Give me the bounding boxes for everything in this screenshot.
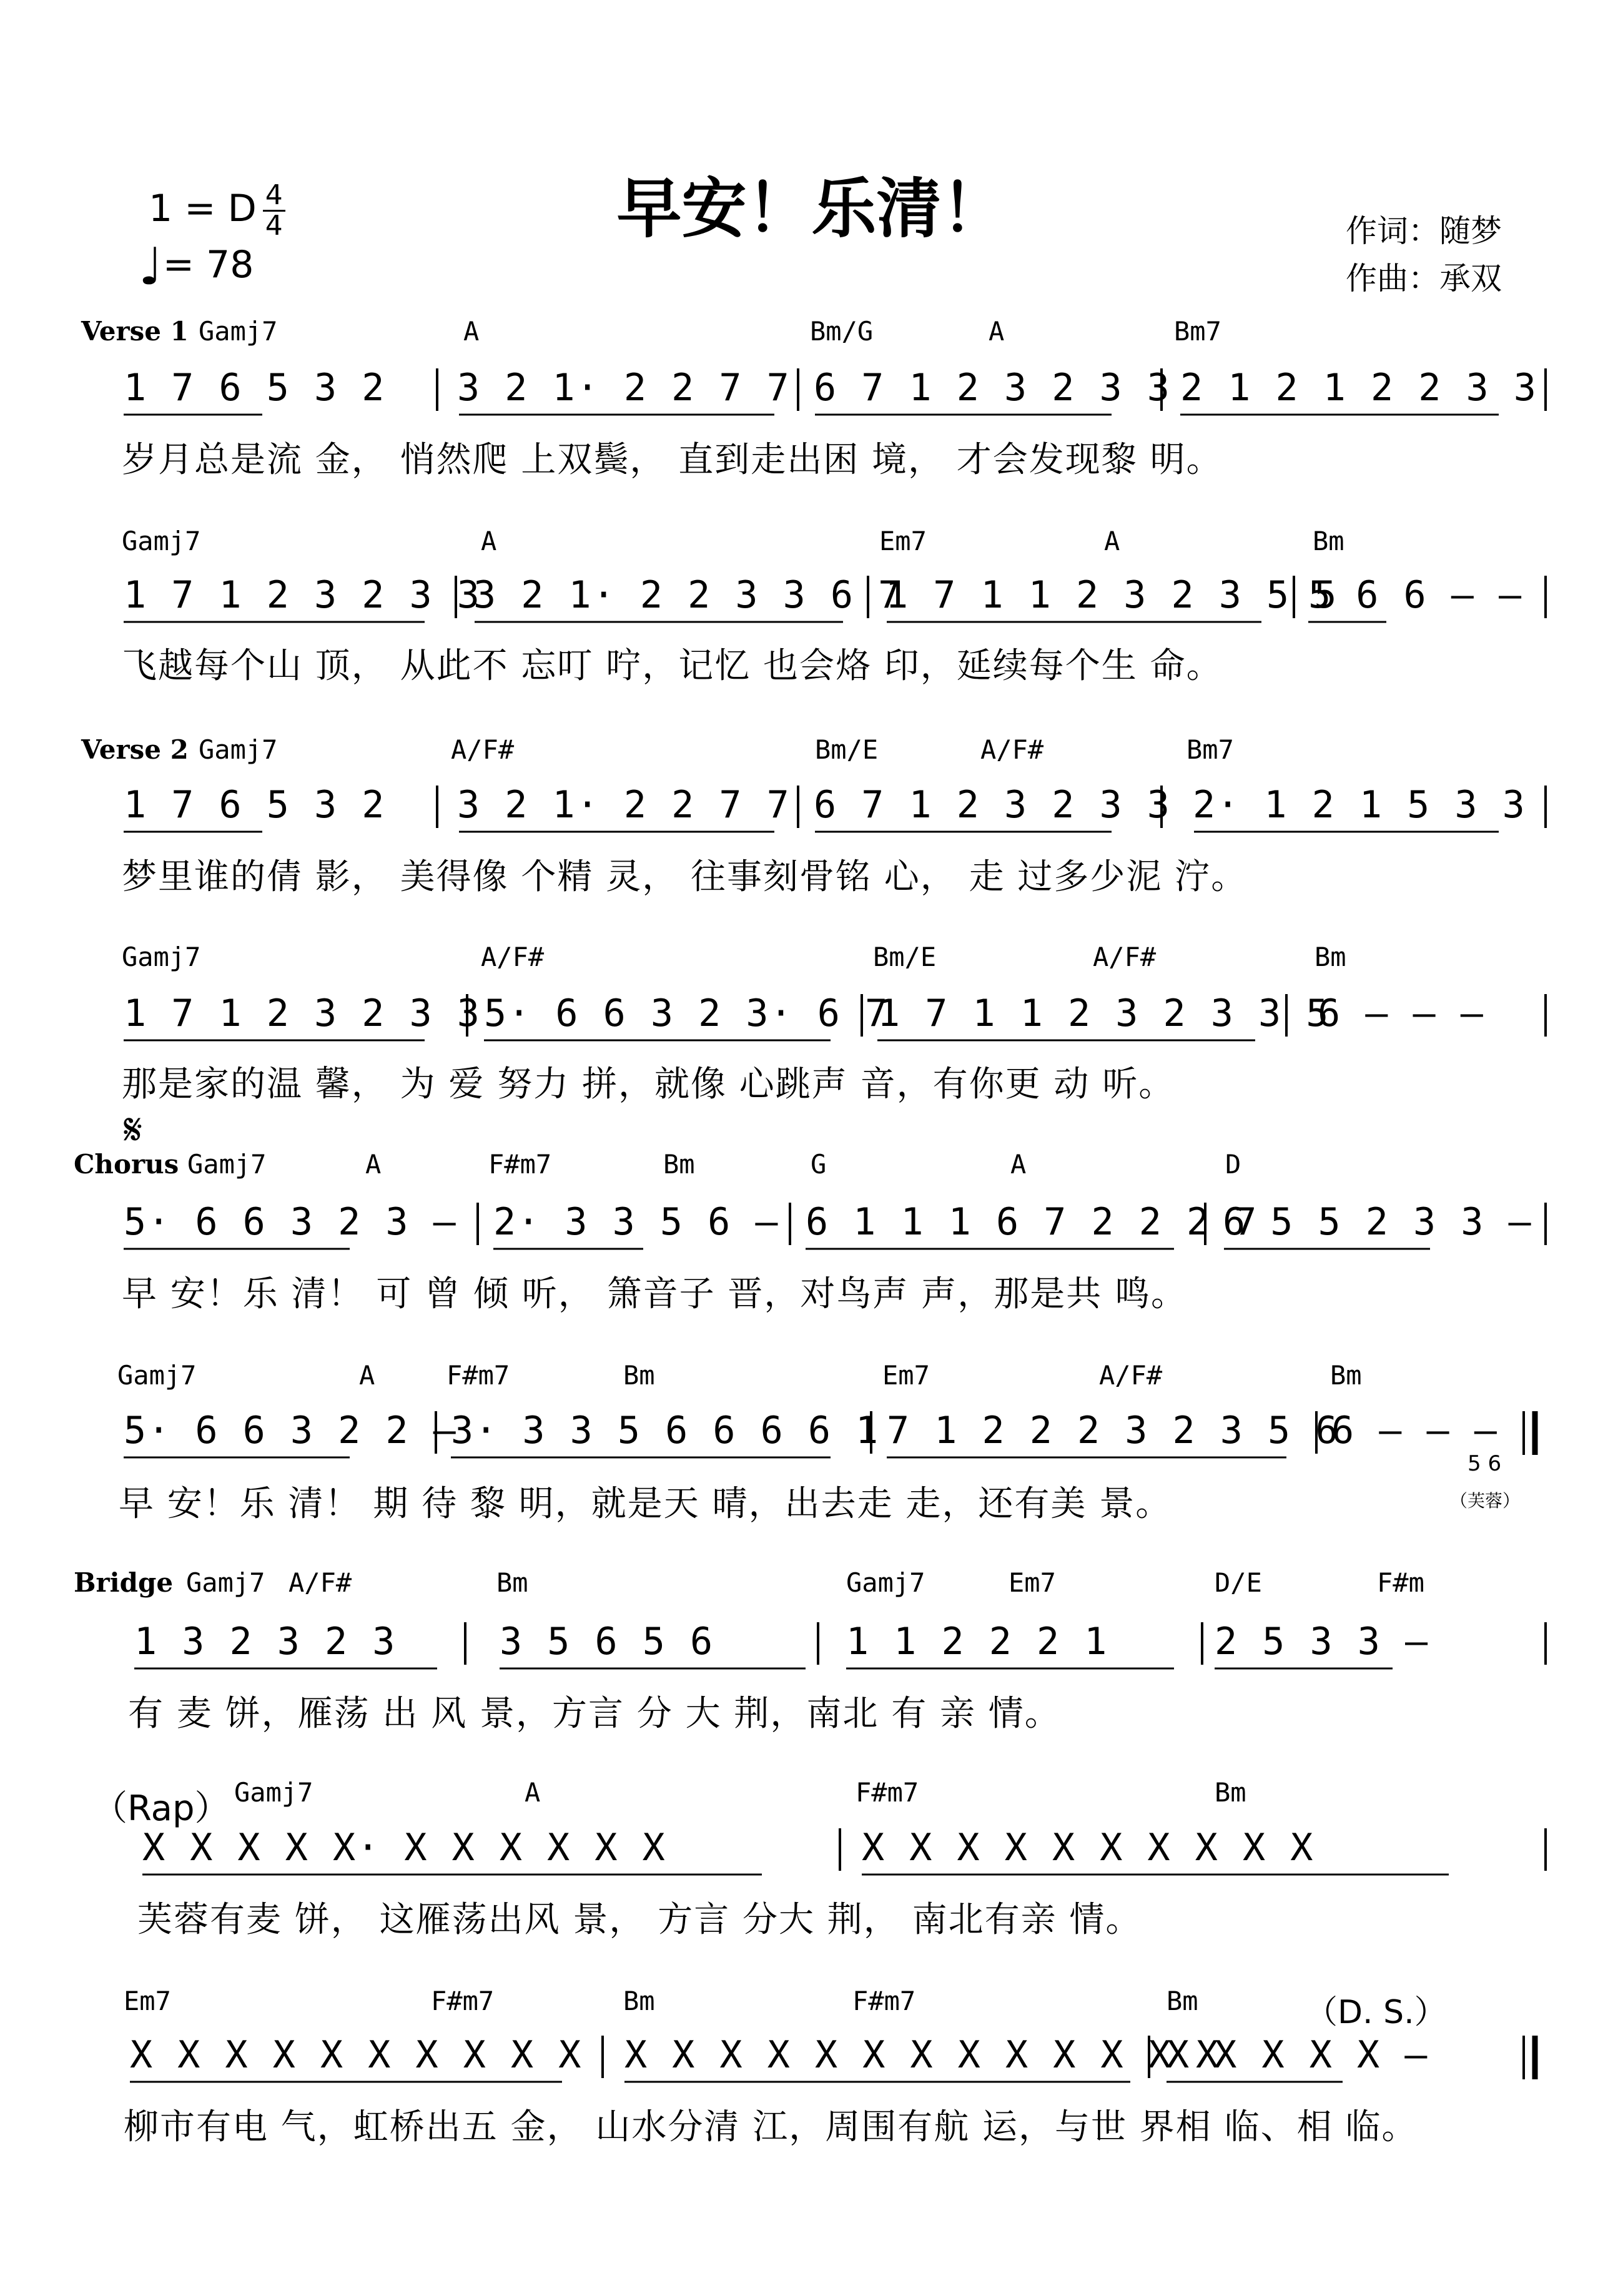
chord-symbol: Em7: [1009, 1567, 1056, 1598]
chord-symbol: A: [525, 1777, 541, 1808]
chord-symbol: F#m7: [856, 1777, 919, 1808]
chord-symbol: Em7: [882, 1360, 930, 1391]
segno-icon: 𝄋: [124, 1104, 143, 1155]
chord-symbol: Gamj7: [199, 316, 278, 347]
measure-notes: 2· 3 3 5 6 –: [493, 1200, 779, 1244]
measure-notes: 2 1 2 1 2 2 3 3: [1180, 366, 1537, 410]
measure-notes: 3 2 1· 2 2 7 7: [457, 783, 791, 827]
chord-symbol: F#m7: [488, 1149, 552, 1180]
measure-notes: 1 7 1 2 3 2 3 3: [124, 992, 481, 1035]
chord-symbol: Bm: [1315, 942, 1346, 972]
lyric-line: 早 安！乐 清！ 期 待 黎 明，就是天 晴，出去走 走，还有美 景。: [119, 1484, 1172, 1524]
lyricist-credit: 作词：随梦: [1346, 213, 1502, 249]
chord-symbol: F#m7: [852, 1986, 916, 2016]
measure-notes: 6 5 5 2 3 3 –: [1223, 1200, 1532, 1244]
measure-notes: 2 5 3 3 –: [1215, 1620, 1429, 1663]
chord-symbol: D/E: [1215, 1567, 1262, 1598]
tempo-value: = 78: [162, 243, 254, 287]
measure-notes: 3 5 6 5 6: [500, 1620, 714, 1663]
section-label-bridge: Bridge: [74, 1567, 174, 1598]
chord-symbol: Bm: [496, 1567, 528, 1598]
measure-notes: 6 7 1 2 3 2 3 3: [814, 366, 1171, 410]
chord-symbol: A: [989, 316, 1005, 347]
measure-notes: 6 – – –: [1318, 992, 1484, 1035]
measure-notes: 2· 1 2 1 5 3 3: [1193, 783, 1526, 827]
lyric-line: 早 安！乐 清！ 可 曾 倾 听， 箫音子 晋，对鸟声 声，那是共 鸣。: [122, 1274, 1188, 1314]
chord-symbol: Gamj7: [846, 1567, 925, 1598]
chord-symbol: Bm7: [1174, 316, 1221, 347]
aux-notes: 5 6: [1468, 1451, 1502, 1476]
time-numerator: 4: [265, 179, 283, 211]
section-label-verse-2: Verse 2: [81, 734, 189, 765]
chord-symbol: A: [1104, 526, 1120, 556]
measure-notes: 1 7 1 1 2 3 2 3 5 5: [885, 573, 1338, 617]
measure-notes: 1 1 2 2 2 1: [846, 1620, 1108, 1663]
measure-notes: 5· 6 6 3 2 2 –: [124, 1409, 457, 1452]
lyric-line: 柳市有电 气，虹桥出五 金， 山水分清 江，周围有航 运，与世 界相 临、相 临。: [124, 2107, 1418, 2147]
chord-symbol: Gamj7: [199, 734, 278, 765]
chord-symbol: Gamj7: [122, 942, 201, 972]
chord-symbol: A: [463, 316, 480, 347]
chord-symbol: A: [1010, 1149, 1027, 1180]
lyric-line: 芙蓉有麦 饼， 这雁荡出风 景， 方言 分大 荆， 南北有亲 情。: [137, 1899, 1142, 1940]
measure-notes: X X X X X –: [1167, 2033, 1429, 2077]
measure-notes: 1 7 6 5 3 2: [124, 783, 386, 827]
measure-notes: 1 7 1 2 3 2 3 3: [124, 573, 481, 617]
chord-symbol: Bm/E: [873, 942, 937, 972]
composer-credit: 作曲：承双: [1346, 260, 1502, 297]
chord-symbol: Bm/G: [810, 316, 874, 347]
lyric-line: 有 麦 饼，雁荡 出 风 景，方言 分 大 荆，南北 有 亲 情。: [128, 1693, 1061, 1734]
chord-symbol: D: [1225, 1149, 1241, 1180]
chord-symbol: Em7: [879, 526, 927, 556]
measure-notes: X X X X X X X X X X X X X: [624, 2033, 1220, 2077]
chord-symbol: A/F#: [980, 734, 1044, 765]
chord-symbol: A/F#: [1099, 1360, 1163, 1391]
measure-notes: X X X X X· X X X X X X: [142, 1826, 666, 1870]
measure-notes: 6 7 1 2 3 2 3 3: [814, 783, 1171, 827]
measure-notes: 5· 6 6 3 2 3 –: [124, 1200, 457, 1244]
measure-notes: 3 2 1· 2 2 7 7: [457, 366, 791, 410]
measure-notes: 3· 3 3 5 6 6 6 6 1: [451, 1409, 880, 1452]
measure-notes: 1 7 1 1 2 3 2 3 3 5: [877, 992, 1330, 1035]
chord-symbol: A/F#: [1093, 942, 1157, 972]
key-label: 1 = D: [149, 187, 257, 231]
chord-symbol: Bm: [1167, 1986, 1198, 2016]
chord-symbol: Gamj7: [187, 1149, 267, 1180]
chord-symbol: Bm: [1215, 1777, 1246, 1808]
time-denominator: 4: [265, 210, 283, 242]
measure-notes: X X X X X X X X X X: [862, 1826, 1315, 1870]
measure-notes: X X X X X X X X X X: [130, 2033, 583, 2077]
chord-symbol: F#m7: [446, 1360, 510, 1391]
section-label-chorus: Chorus: [74, 1149, 179, 1180]
chord-symbol: Gamj7: [234, 1777, 313, 1808]
aux-label: （芙蓉）: [1450, 1490, 1521, 1511]
lyric-line: 岁月总是流 金， 悄然爬 上双鬓， 直到走出困 境， 才会发现黎 明。: [122, 440, 1223, 480]
measure-notes: 1 3 2 3 2 3: [134, 1620, 397, 1663]
measure-notes: 3 2 1· 2 2 3 3 6 7: [473, 573, 902, 617]
chord-symbol: F#m: [1377, 1567, 1424, 1598]
measure-notes: 1 7 6 5 3 2: [124, 366, 386, 410]
dal-segno-marking: （D. S.）: [1305, 1994, 1447, 2031]
measure-notes: 6 1 1 1 6 7 2 2 2 7: [806, 1200, 1258, 1244]
chord-symbol: G: [811, 1149, 827, 1180]
chord-symbol: A/F#: [451, 734, 515, 765]
chord-symbol: Gamj7: [117, 1360, 197, 1391]
lyric-line: 那是家的温 馨， 为 爱 努力 拼，就像 心跳声 音，有你更 动 听。: [122, 1064, 1175, 1105]
chord-symbol: A/F#: [289, 1567, 352, 1598]
measure-notes: 7 1 2 2 2 3 2 3 5 6: [887, 1409, 1339, 1452]
chord-symbol: Bm: [663, 1149, 695, 1180]
chord-symbol: Bm: [1330, 1360, 1362, 1391]
measure-notes: 6 – – –: [1331, 1409, 1498, 1452]
section-label-verse-1: Verse 1: [81, 316, 189, 347]
chord-symbol: Bm: [1313, 526, 1344, 556]
chord-symbol: Bm: [623, 1986, 655, 2016]
chord-symbol: Gamj7: [122, 526, 201, 556]
chord-symbol: Bm7: [1186, 734, 1234, 765]
chord-symbol: A: [359, 1360, 375, 1391]
song-title: 早安！乐清！: [616, 170, 1007, 247]
measure-notes: 5 6 6 – –: [1308, 573, 1523, 617]
measure-notes: 5· 6 6 3 2 3· 6 7: [484, 992, 889, 1035]
chord-symbol: Bm: [623, 1360, 655, 1391]
chord-symbol: Gamj7: [186, 1567, 265, 1598]
section-label-rap: （Rap）: [92, 1788, 230, 1829]
chord-symbol: Bm/E: [815, 734, 879, 765]
lyric-line: 梦里谁的倩 影， 美得像 个精 灵， 往事刻骨铭 心， 走 过多少泥 泞。: [122, 857, 1248, 897]
chord-symbol: A/F#: [481, 942, 545, 972]
chord-symbol: A: [481, 526, 497, 556]
lyric-line: 飞越每个山 顶， 从此不 忘叮 咛，记忆 也会烙 印，延续每个生 命。: [122, 646, 1223, 686]
chord-symbol: A: [365, 1149, 382, 1180]
chord-symbol: F#m7: [431, 1986, 495, 2016]
quarter-note-icon: ♩: [139, 237, 163, 297]
chord-symbol: Em7: [124, 1986, 171, 2016]
